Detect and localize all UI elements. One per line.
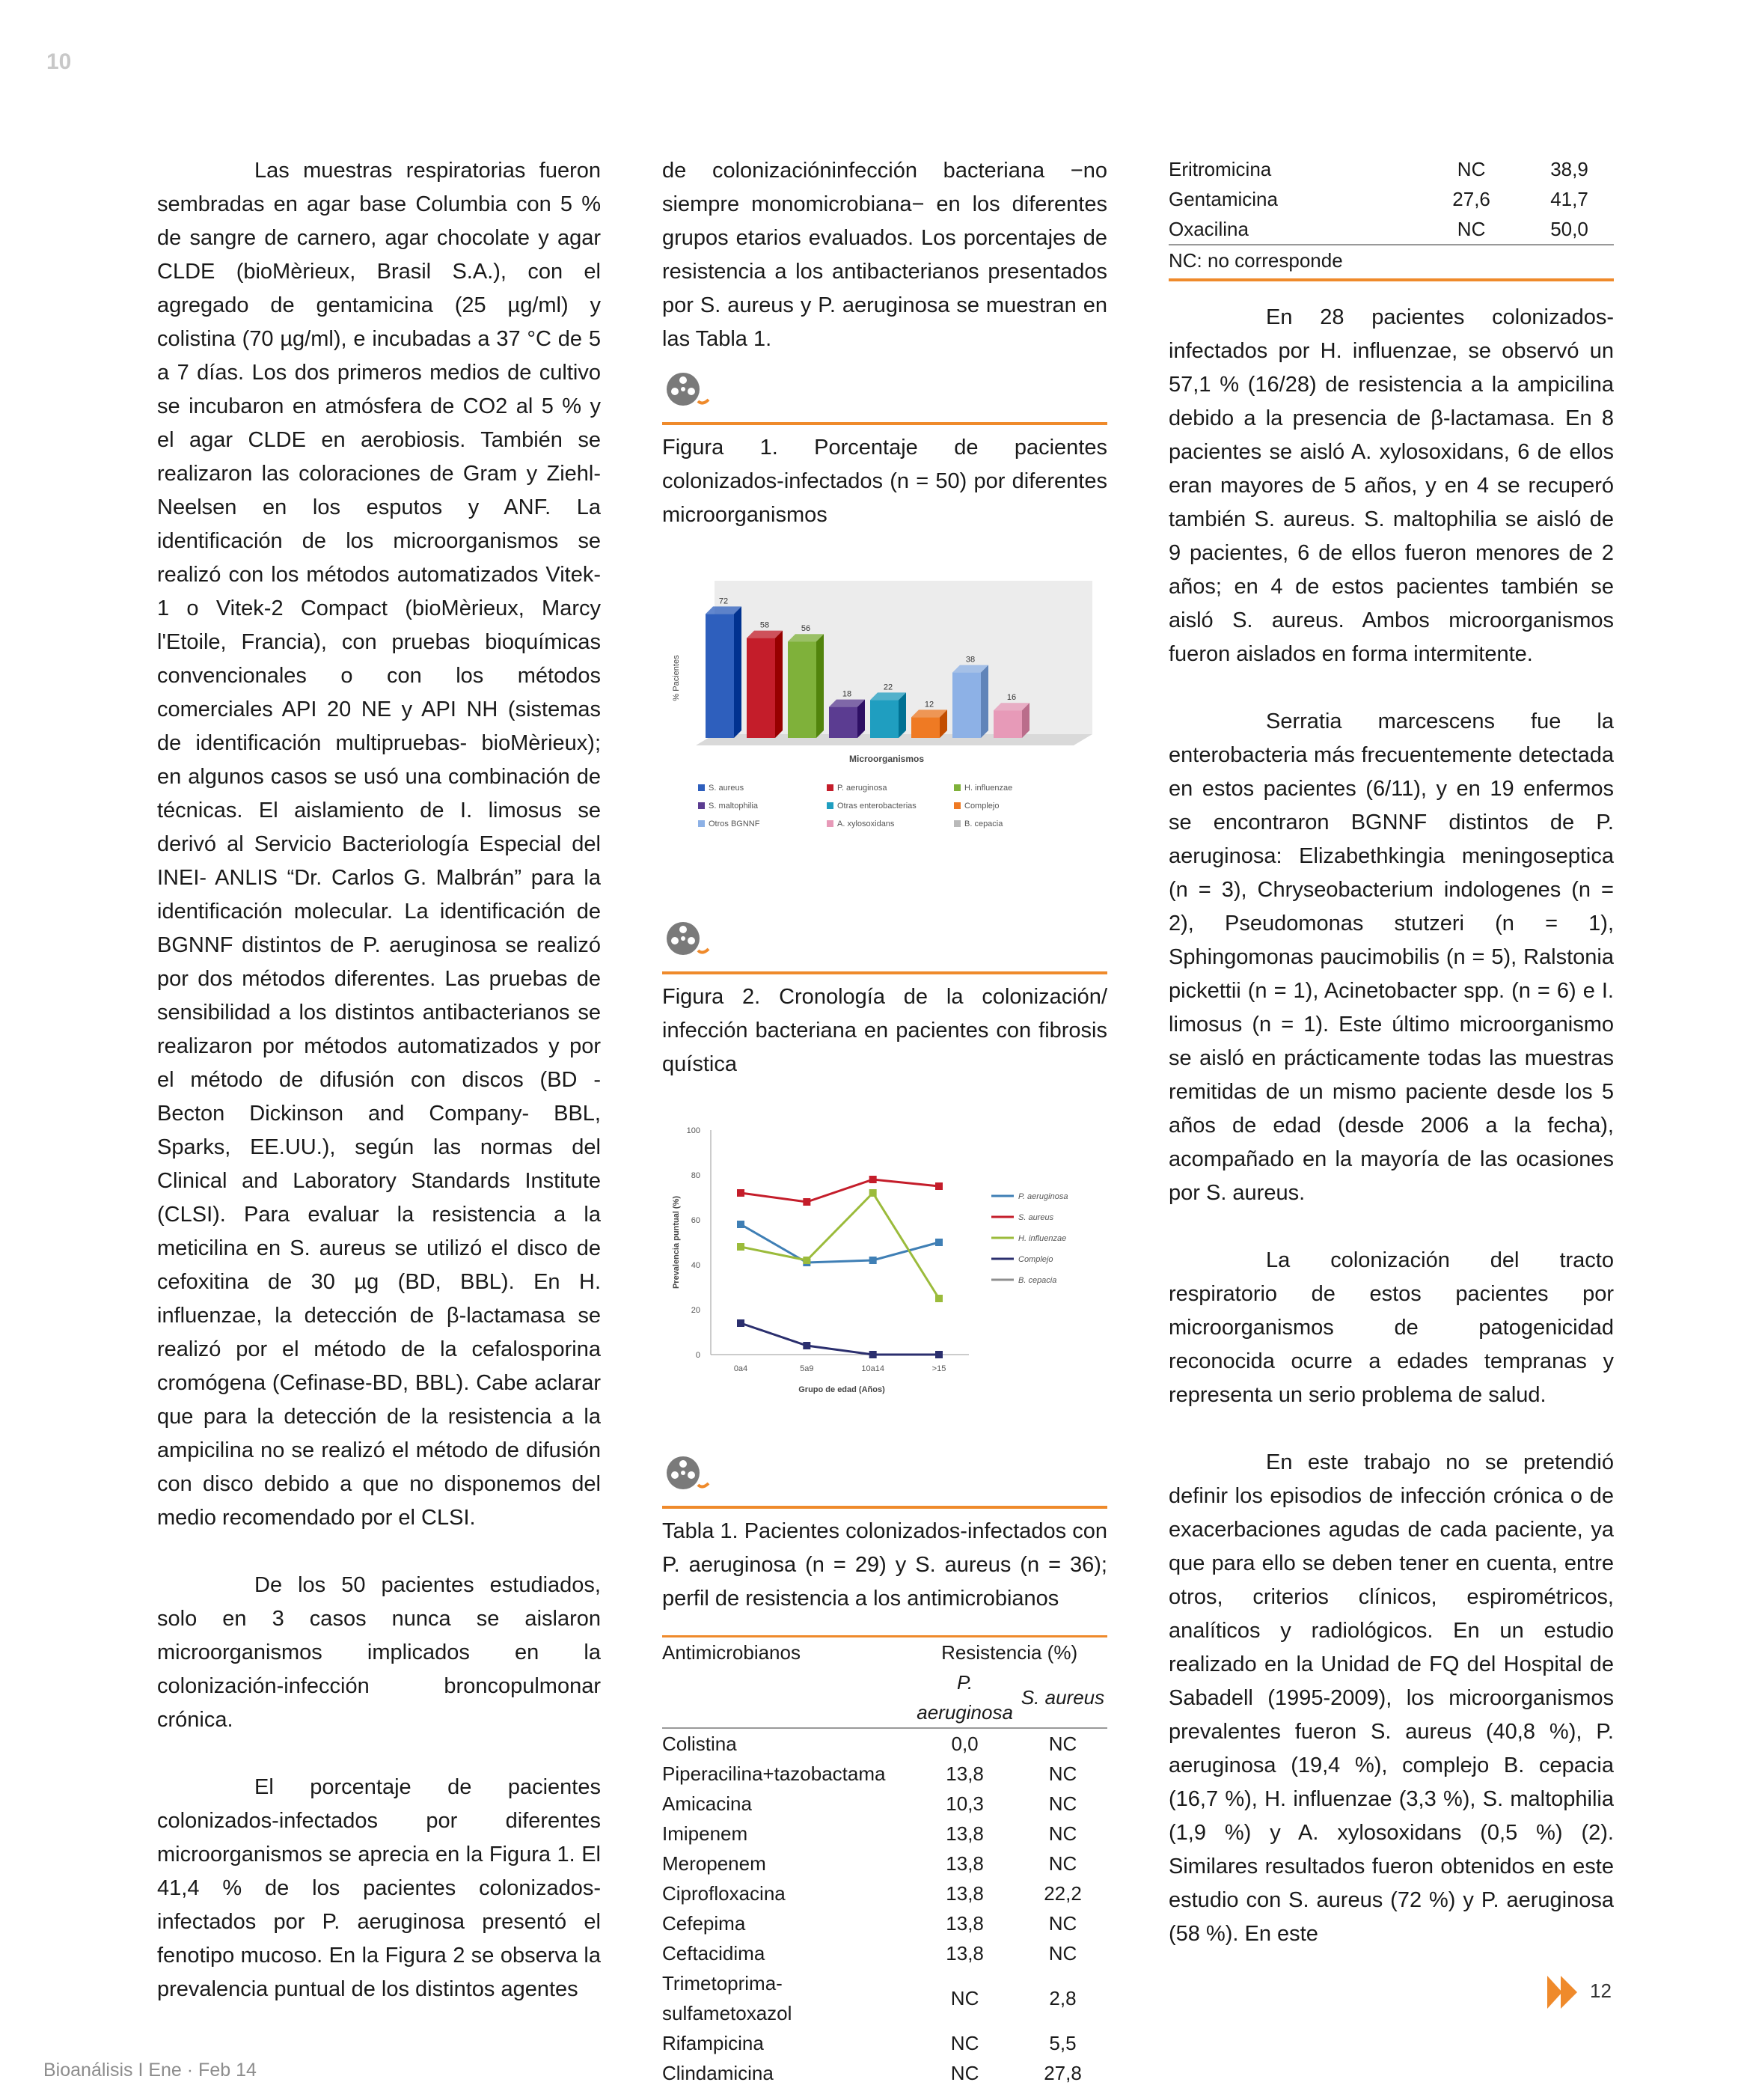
- series-line: [741, 1193, 939, 1298]
- legend-label: S. maltophilia: [709, 802, 759, 811]
- data-point: [869, 1257, 877, 1264]
- figure-2-line-chart: [662, 1115, 1107, 1407]
- figure-1-caption: Figura 1. Porcentaje de pacientes colonizados-infectados (n = 50) por diferentes microorganismos: [662, 436, 1107, 527]
- paragraph: de colonizacióninfección bacteriana −no siempre monomicrobiana− en los diferentes grupos etarios evaluados. Los porcentajes de resistencia a los antibacterianos presentados por S. aureus y P. aeruginosa se muestran en las Tabla 1.: [662, 159, 1107, 351]
- legend-label: P. aeruginosa: [837, 784, 887, 793]
- bar: [706, 614, 734, 738]
- bar: [870, 700, 899, 738]
- table-cell-name: Piperacilina+tazobactama: [662, 1762, 886, 1785]
- table-cell-name: Amicacina: [662, 1792, 752, 1815]
- paragraph: En 28 pacientes colonizados-infectados por H. influenzae, se observó un 57,1 % (16/28) de resistencia a la ampicilina debido a la presencia de β-lactamasa. En 8 pacientes se aisló A. xylosoxidans, 6 de ellos eran mayores de 5 años, y en 4 se recuperó también S. aureus. S. maltophilia se aisló de 9 pacientes, 6 de ellos fueron menores de 2 años; en 4 de estos pacientes también se aisló S. aureus. Ambos microorganismos fueron aislados en forma intermitente.: [1169, 305, 1614, 666]
- legend-swatch: [698, 784, 705, 791]
- y-tick-label: 80: [691, 1171, 700, 1180]
- table-cell-name: Rifampicina: [662, 2032, 764, 2054]
- table-cell-sa: NC: [1048, 1822, 1077, 1845]
- data-point: [803, 1198, 810, 1206]
- legend-swatch: [827, 802, 833, 809]
- footer: Bioanálisis I Ene · Feb 14: [43, 2060, 257, 2081]
- legend-swatch: [954, 802, 961, 809]
- table-cell-sa: 2,8: [1049, 1987, 1077, 2009]
- bar: [829, 707, 857, 738]
- table-subheader: S. aureus: [1021, 1686, 1105, 1709]
- legend-swatch: [827, 820, 833, 827]
- table-bottom-rule: [1169, 278, 1614, 281]
- table-cell-sa: 41,7: [1550, 188, 1588, 210]
- table-cell-pa: NC: [950, 1987, 979, 2009]
- table-cell-pa: 27,6: [1452, 188, 1490, 210]
- table-cell-name: Cefepima: [662, 1912, 746, 1935]
- table-row: [662, 1908, 1107, 1938]
- table-cell-name: Oxacilina: [1169, 218, 1249, 240]
- bar-value-label: 18: [842, 689, 852, 699]
- table-row: [662, 2028, 1107, 2058]
- data-point: [935, 1295, 943, 1302]
- legend-swatch: [698, 820, 705, 827]
- table-cell-pa: 10,3: [946, 1792, 984, 1815]
- x-tick-label: 5a9: [800, 1364, 814, 1373]
- paragraph: De los 50 pacientes estudiados, solo en 3 casos nunca se aislaron microorganismos implicados en la colonización-infección broncopulmonar crónica.: [157, 1573, 601, 1732]
- table-cell-pa: 13,8: [946, 1762, 984, 1785]
- table-header: Antimicrobianos: [662, 1641, 801, 1664]
- y-tick-label: 100: [686, 1126, 700, 1135]
- data-point: [737, 1243, 744, 1251]
- table-cell-sa: NC: [1048, 1852, 1077, 1875]
- legend-label: Otras enterobacterias: [837, 802, 917, 811]
- y-tick-label: 0: [695, 1351, 700, 1360]
- series-line: [741, 1179, 939, 1202]
- x-tick-label: 0a4: [733, 1364, 748, 1373]
- y-axis-label: % Pacientes: [672, 655, 681, 701]
- figure-2-caption: Figura 2. Cronología de la colonización/ infección bacteriana en pacientes con fibrosis quística: [662, 985, 1107, 1076]
- table-row: [662, 1819, 1107, 1849]
- table-cell-pa: 13,8: [946, 1942, 984, 1965]
- legend-label: B. cepacia: [964, 819, 1003, 828]
- table-cell-sa: 50,0: [1550, 218, 1588, 240]
- table-row: [662, 1938, 1107, 1968]
- legend-label: P. aeruginosa: [1018, 1192, 1068, 1201]
- data-point: [803, 1257, 810, 1264]
- legend-swatch: [698, 802, 705, 809]
- legend-label: S. aureus: [1018, 1213, 1054, 1222]
- table-row: [662, 1878, 1107, 1908]
- data-point: [737, 1189, 744, 1197]
- table-cell-pa: 13,8: [946, 1822, 984, 1845]
- table-cell-name: Gentamicina: [1169, 188, 1278, 210]
- table-cell-sa: 5,5: [1049, 2032, 1077, 2054]
- table-row: [662, 2058, 1107, 2088]
- table-cell-name: Ceftacidima: [662, 1942, 765, 1965]
- table-cell-pa: 13,8: [946, 1882, 984, 1905]
- resistance-table-continued: [1169, 154, 1614, 275]
- legend-swatch: [954, 784, 961, 791]
- table-row: [1169, 154, 1614, 184]
- series-line: [741, 1323, 939, 1355]
- table-row: [662, 1968, 1107, 2028]
- table-cell-sa: NC: [1048, 1762, 1077, 1785]
- table-cell-pa: NC: [950, 2032, 979, 2054]
- resistance-table: [662, 1637, 1107, 2088]
- bar-value-label: 16: [1006, 693, 1017, 703]
- table-cell-pa: NC: [1457, 218, 1486, 240]
- y-tick-label: 20: [691, 1306, 700, 1315]
- data-point: [935, 1351, 943, 1358]
- table-cell-sa: NC: [1048, 1792, 1077, 1815]
- legend-label: H. influenzae: [1018, 1234, 1067, 1243]
- series-line: [741, 1224, 939, 1263]
- bar: [747, 638, 775, 738]
- paragraph: El porcentaje de pacientes colonizados-infectados por diferentes microorganismos se aprecia en la Figura 1. El 41,4 % de los pacientes colonizados-infectados por P. aeruginosa presentó el fenotipo mucoso. En la Figura 2 se observa la prevalencia puntual de los distintos agentes: [157, 1775, 601, 2001]
- legend-swatch: [954, 820, 961, 827]
- table-cell-name: Trimetoprima-sulfametoxazol: [662, 1972, 792, 2024]
- table-subheader: P. aeruginosa: [917, 1671, 1013, 1724]
- paragraph: La colonización del tracto respiratorio de estos pacientes por microorganismos de patogenicidad reconocida ocurre a edades tempranas y representa un serio problema de salud.: [1169, 1248, 1614, 1407]
- bar-value-label: 12: [924, 700, 934, 709]
- table-cell-pa: NC: [1457, 158, 1486, 180]
- table-cell-name: Eritromicina: [1169, 158, 1272, 180]
- column-left: [157, 154, 601, 2040]
- column-right: [1169, 154, 1614, 1985]
- legend-label: Complejo: [1018, 1255, 1053, 1264]
- table-row: [1169, 214, 1614, 245]
- legend-label: S. aureus: [709, 784, 744, 793]
- x-axis-label: Grupo de edad (Años): [798, 1385, 885, 1394]
- data-point: [869, 1176, 877, 1183]
- caption-rule: [662, 422, 1107, 425]
- table-caption: Tabla 1. Pacientes colonizados-infectados con P. aeruginosa (n = 29) y S. aureus (n = 36); perfil de resistencia a los antimicrobianos: [662, 1519, 1107, 1611]
- table-cell-name: Meropenem: [662, 1852, 766, 1875]
- bar-value-label: 22: [883, 683, 893, 692]
- table-row: [662, 1789, 1107, 1819]
- table-cell-name: Imipenem: [662, 1822, 748, 1845]
- caption-rule: [662, 1506, 1107, 1509]
- x-tick-label: >15: [931, 1364, 946, 1373]
- x-axis-label: Microorganismos: [848, 754, 925, 764]
- film-reel-icon: [662, 1452, 715, 1497]
- paragraph: Las muestras respiratorias fueron sembradas en agar base Columbia con 5 % de sangre de carnero, agar chocolate y agar CLDE (bioMèrieux, Brasil S.A.), con el agregado de gentamicina (25 µg/ml) y colistina (70 µg/ml), e incubadas a 37 °C de 5 a 7 días. Los dos primeros medios de cultivo se incubaron en atmósfera de CO2 al 5 % y el agar CLDE en aerobiosis. También se realizaron las coloraciones de Gram y Ziehl-Neelsen en los esputos y ANF. La identificación de los microorganismos se realizó con los métodos automatizados Vitek-1 o Vitek-2 Compact (bioMèrieux, Marcy l'Etoile, Francia), con pruebas bioquímicas convencionales o con los métodos comerciales API 20 NE y API NH (sistemas de identificación multipruebas- bioMèrieux); en algunos casos se usó una combinación de técnicas. El aislamiento de I. limosus se derivó al Servicio Bacteriología Especial del INEI- ANLIS “Dr. Carlos G. Malbrán” para la identificación molecular. La identificación de BGNNF distintos de P. aeruginosa se realizó por dos métodos diferentes. Las pruebas de sensibilidad a los distintos antibacterianos se realizaron por métodos automatizados y por el método de difusión con discos (BD - Becton Dickinson and Company- BBL, Sparks, EE.UU.), según las normas del Clinical and Laboratory Standards Institute (CLSI). Para evaluar la resistencia a la meticilina en S. aureus se utilizó el disco de cefoxitina de 30 µg (BD, BBL). En H. influenzae, la detección de β-lactamasa se realizó por el método de la cefalosporina cromógena (Cefinase-BD, BBL). Cabe aclarar que para la detección de la resistencia a la ampicilina no se realizó el método de difusión con disco debido a que no disponemos del medio recomendado por el CLSI.: [157, 159, 601, 1530]
- y-axis-label: Prevalencia puntual (%): [672, 1195, 681, 1289]
- column-middle: [662, 154, 1107, 2088]
- bar-side: [981, 665, 988, 738]
- legend-label: B. cepacia: [1018, 1276, 1057, 1285]
- data-point: [737, 1319, 744, 1327]
- y-tick-label: 60: [691, 1216, 700, 1225]
- data-point: [935, 1182, 943, 1190]
- legend-label: Otros BGNNF: [709, 819, 760, 828]
- page-number-top: 10: [46, 49, 72, 74]
- data-point: [869, 1189, 877, 1197]
- table-cell-pa: NC: [950, 2062, 979, 2084]
- bar: [788, 641, 816, 738]
- page-number-bottom: 12: [1590, 1980, 1612, 2002]
- film-reel-icon: [662, 368, 715, 413]
- table-note: NC: no corresponde: [1169, 249, 1343, 272]
- bar-value-label: 56: [801, 624, 811, 634]
- table-cell-name: Ciprofloxacina: [662, 1882, 786, 1905]
- next-page-arrow-icon: [1547, 1976, 1585, 2009]
- table-cell-sa: NC: [1048, 1942, 1077, 1965]
- y-tick-label: 40: [691, 1261, 700, 1270]
- legend-label: H. influenzae: [964, 784, 1013, 793]
- table-cell-pa: 0,0: [951, 1733, 979, 1755]
- bar-side: [816, 634, 824, 738]
- table-cell-sa: NC: [1048, 1733, 1077, 1755]
- bar-side: [899, 692, 906, 738]
- table-row: [662, 1849, 1107, 1878]
- table-cell-pa: 13,8: [946, 1852, 984, 1875]
- legend-swatch: [827, 784, 833, 791]
- table-header: Resistencia (%): [941, 1641, 1078, 1664]
- table-row: [662, 1728, 1107, 1759]
- legend-label: Complejo: [964, 802, 1000, 811]
- film-reel-icon: [662, 918, 715, 962]
- data-point: [935, 1239, 943, 1246]
- table-cell-pa: 13,8: [946, 1912, 984, 1935]
- table-row: [662, 1759, 1107, 1789]
- data-point: [737, 1221, 744, 1228]
- bar-value-label: 58: [759, 620, 770, 630]
- bar-side: [734, 606, 741, 738]
- bar-side: [775, 631, 783, 738]
- caption-rule: [662, 971, 1107, 974]
- bar-value-label: 38: [965, 655, 976, 665]
- x-tick-label: 10a14: [861, 1364, 884, 1373]
- bar-value-label: 72: [718, 596, 729, 606]
- table-cell-name: Colistina: [662, 1733, 737, 1755]
- table-cell-sa: 38,9: [1550, 158, 1588, 180]
- legend-label: A. xylosoxidans: [837, 819, 895, 828]
- table-row: [1169, 184, 1614, 214]
- table-cell-sa: 27,8: [1044, 2062, 1082, 2084]
- bar: [994, 710, 1022, 738]
- data-point: [803, 1342, 810, 1349]
- table-cell-sa: NC: [1048, 1912, 1077, 1935]
- data-point: [869, 1351, 877, 1358]
- paragraph: En este trabajo no se pretendió definir los episodios de infección crónica o de exacerbaciones agudas de cada paciente, ya que para ello se deben tener en cuenta, entre otros, criterios clínicos, espirométricos, analíticos y radiológicos. En un estudio realizado en la Unidad de FQ del Hospital de Sabadell (1995-2009), los microorganismos prevalentes fueron S. aureus (40,8 %), P. aeruginosa (19,4 %), complejo B. cepacia (16,7 %), H. influenzae (3,3 %), S. maltophilia (1,9 %) y A. xylosoxidans (0,5 %) (2). Similares resultados fueron obtenidos en este estudio con S. aureus (72 %) y P. aeruginosa (58 %). En este: [1169, 1450, 1614, 1946]
- table-cell-sa: 22,2: [1044, 1882, 1082, 1905]
- paragraph: Serratia marcescens fue la enterobacteria más frecuentemente detectada en estos pacientes (6/11), y en 19 enfermos se encontraron BGNNF distintos de P. aeruginosa: Elizabethkingia meningoseptica (n = 3), Chryseobacterium indologenes (n = 2), Pseudomonas stutzeri (n = 1), Sphingomonas paucimobilis (n = 5), Ralstonia pickettii (n = 1), Acinetobacter spp. (n = 6) e I. limosus (n = 1). Este último microorganismo se aisló en prácticamente todas las muestras remitidas de un mismo paciente desde los 5 años de edad (desde 2006 a la fecha), acompañado en la mayoría de las ocasiones por S. aureus.: [1169, 709, 1614, 1205]
- figure-1-bar-chart: [662, 566, 1107, 873]
- bar: [952, 673, 981, 738]
- bar: [911, 717, 940, 738]
- table-cell-name: Clindamicina: [662, 2062, 774, 2084]
